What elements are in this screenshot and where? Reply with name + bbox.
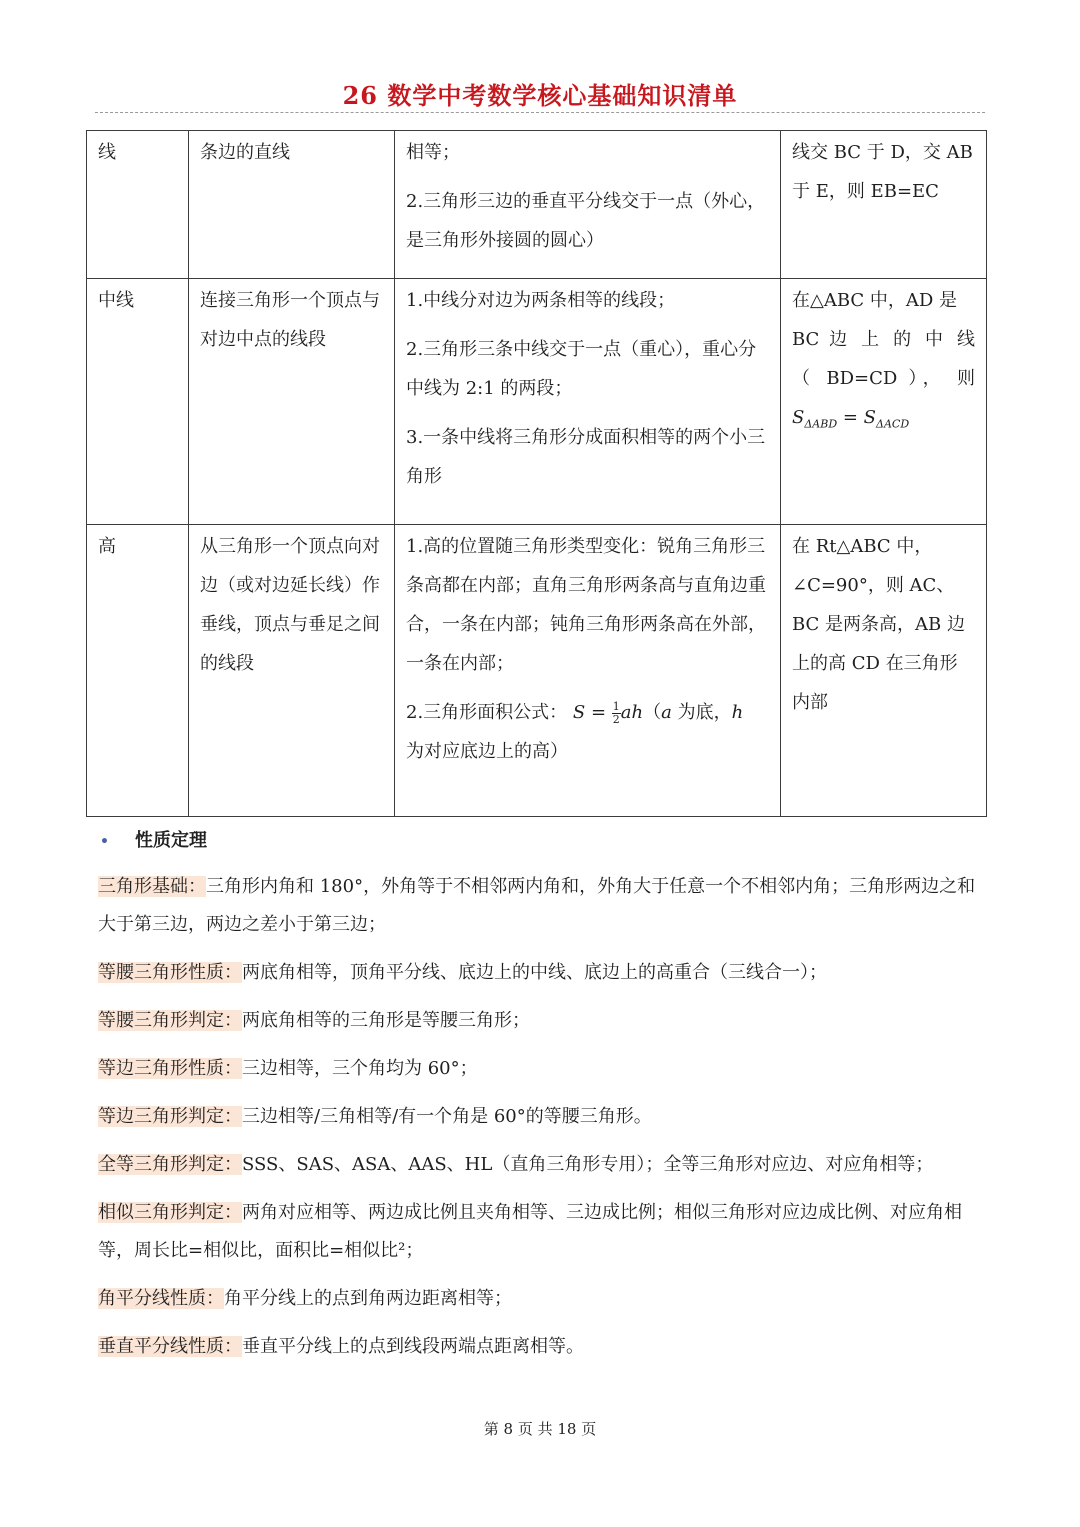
property-label: 相似三角形判定： — [98, 1202, 242, 1223]
property-item — [98, 1280, 988, 1318]
definition-cell — [189, 525, 395, 817]
example-cell — [781, 525, 987, 817]
area-equality-formula: $S_{\Delta ABD} = S_{\Delta ACD}$ — [792, 407, 910, 431]
property-line: 1.中线分对边为两条相等的线段； — [406, 290, 676, 311]
definition-text: 从三角形一个顶点向对边（或对边延长线）作垂线，顶点与垂足之间的线段 — [200, 536, 380, 674]
property-line: 相等； — [406, 142, 460, 163]
example-cell — [781, 131, 987, 279]
property-item — [98, 1146, 988, 1184]
property-item — [98, 1050, 988, 1088]
example-cell — [781, 279, 987, 525]
definition-text: 条边的直线 — [200, 142, 290, 163]
property-label: 等边三角形判定： — [98, 1106, 242, 1127]
property-item — [98, 1002, 988, 1040]
table-row — [87, 131, 987, 279]
property-text: 垂直平分线上的点到线段两端点距离相等。 — [242, 1336, 584, 1357]
bullet-icon: • — [100, 834, 109, 850]
example-text: 在 Rt△ABC 中，∠C=90°，则 AC、BC 是两条高，AB 边上的高 CD 在三角形内部 — [792, 536, 966, 713]
term-label: 中线 — [98, 290, 134, 311]
property-line: 3.一条中线将三角形分成面积相等的两个小三角形 — [406, 427, 766, 487]
section-heading — [100, 826, 207, 852]
property-text: SSS、SAS、ASA、AAS、HL（直角三角形专用）；全等三角形对应边、对应角相等； — [242, 1154, 934, 1175]
property-label: 等腰三角形性质： — [98, 962, 242, 983]
section-title: 性质定理 — [134, 830, 207, 851]
example-line: （ BD=CD ）， 则 — [792, 368, 975, 389]
property-item — [98, 868, 988, 944]
property-text: 两底角相等的三角形是等腰三角形； — [242, 1010, 530, 1031]
property-text: 三边相等，三个角均为 60°； — [242, 1058, 478, 1079]
property-label: 全等三角形判定： — [98, 1154, 242, 1175]
term-label: 高 — [98, 536, 116, 557]
term-cell — [87, 525, 189, 817]
property-label: 三角形基础： — [98, 876, 206, 897]
property-cell — [395, 279, 781, 525]
title-divider — [95, 112, 985, 113]
table-row — [87, 279, 987, 525]
knowledge-table — [86, 130, 987, 817]
property-cell — [395, 131, 781, 279]
property-label: 等腰三角形判定： — [98, 1010, 242, 1031]
property-text: 三边相等/三角相等/有一个角是 60°的等腰三角形。 — [242, 1106, 652, 1127]
property-label: 角平分线性质： — [98, 1288, 224, 1309]
example-line: 在△ABC 中，AD 是 — [792, 290, 958, 311]
property-list — [98, 868, 988, 1376]
property-label: 等边三角形性质： — [98, 1058, 242, 1079]
term-label: 线 — [98, 142, 116, 163]
table-row — [87, 525, 987, 817]
property-label: 垂直平分线性质： — [98, 1336, 242, 1357]
property-line: 2.三角形三边的垂直平分线交于一点（外心，是三角形外接圆的圆心） — [406, 191, 766, 251]
term-cell — [87, 131, 189, 279]
property-text: 角平分线上的点到角两边距离相等； — [224, 1288, 512, 1309]
definition-cell — [189, 279, 395, 525]
property-item — [98, 1328, 988, 1366]
property-item — [98, 954, 988, 992]
property-text: 两角对应相等、两边成比例且夹角相等、三边成比例；相似三角形对应边成比例、对应角相等，周长比=相似比，面积比=相似比²； — [98, 1202, 962, 1261]
page-number: 第 8 页 共 18 页 — [483, 1420, 597, 1438]
property-line: 2.三角形面积公式： S = $\frac{1}{2}$ ah（a 为底，h 为对应底边上的高） — [406, 699, 744, 762]
property-text: 三角形内角和 180°，外角等于不相邻两内角和，外角大于任意一个不相邻内角；三角形两边之和大于第三边，两边之差小于第三边； — [98, 876, 976, 935]
example-line: BC 边 上 的 中 线 — [792, 329, 975, 350]
definition-cell — [189, 131, 395, 279]
property-line: 2.三角形三条中线交于一点（重心），重心分中线为 2:1 的两段； — [406, 339, 757, 399]
definition-text: 连接三角形一个顶点与对边中点的线段 — [200, 290, 380, 350]
triangle-area-formula: S = $\frac{1}{2}$ ah — [572, 699, 644, 726]
property-cell — [395, 525, 781, 817]
page-title: 26 数学中考数学核心基础知识清单 — [342, 81, 738, 110]
property-line: 1.高的位置随三角形类型变化：锐角三角形三条高都在内部；直角三角形两条高与直角边重合，一条在内部；钝角三角形两条高在外部，一条在内部； — [406, 536, 766, 674]
property-item — [98, 1098, 988, 1136]
property-text: 两底角相等，顶角平分线、底边上的中线、底边上的高重合（三线合一）； — [242, 962, 827, 983]
term-cell — [87, 279, 189, 525]
example-text: 线交 BC 于 D，交 AB 于 E，则 EB=EC — [792, 142, 973, 202]
property-item — [98, 1194, 988, 1270]
